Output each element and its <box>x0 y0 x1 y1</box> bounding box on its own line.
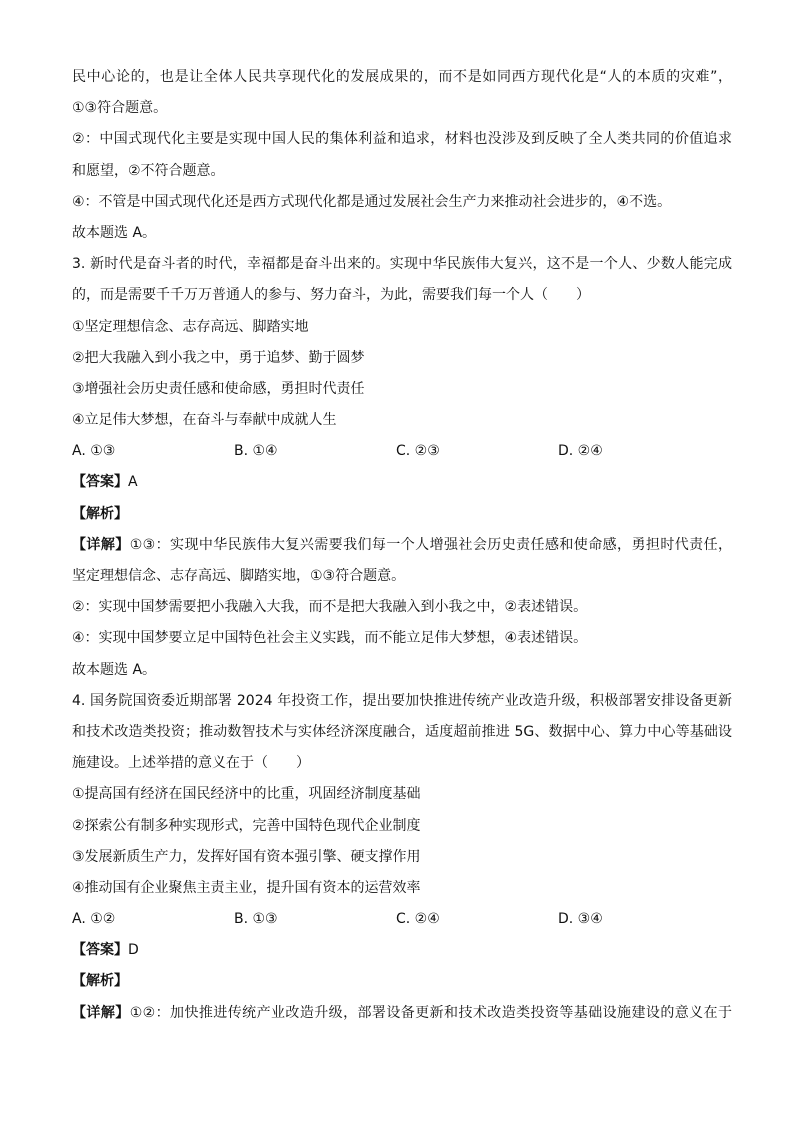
text-line: 故本题选 A。 <box>72 224 157 241</box>
detail-text: ①②：加快推进传统产业改造升级，部署设备更新和技术改造类投资等基础设施建设的意义在于 <box>129 1004 732 1021</box>
option-d: D. ③④ <box>558 911 603 928</box>
question-3-stem: 的，而是需要千千万万普通人的参与、努力奋斗，为此，需要我们每一个人（ ） <box>72 287 590 304</box>
question-3-analysis <box>72 499 732 530</box>
question-4-options <box>72 904 732 935</box>
option-b: B. ①③ <box>234 911 278 928</box>
option-a: A. ①② <box>72 911 116 928</box>
analysis-label: 【解析】 <box>72 973 128 990</box>
option-c: C. ②④ <box>396 911 440 928</box>
question-3-stem: 3. 新时代是奋斗者的时代，幸福都是奋斗出来的。实现中华民族伟大复兴，这不是一个人、少数人能完成 <box>72 256 732 273</box>
question-4-stem: 4. 国务院国资委近期部署 2024 年投资工作，提出要加快推进传统产业改造升级，积极部署安排设备更新 <box>72 692 732 709</box>
question-4-item: ①提高国有经济在国民经济中的比重，巩固经济制度基础 <box>72 786 421 803</box>
text-line: ②：中国式现代化主要是实现中国人民的集体利益和追求，材料也没涉及到反映了全人类共同的价值追求 <box>72 131 732 148</box>
question-3-item: ④立足伟大梦想，在奋斗与奉献中成就人生 <box>72 412 337 429</box>
text-line: 和愿望，②不符合题意。 <box>72 162 225 179</box>
text-line: 民中心论的，也是让全体人民共享现代化的发展成果的，而不是如同西方现代化是“人的本质的灾难”， <box>72 69 732 85</box>
question-3-item: ①坚定理想信念、志存高远、脚踏实地 <box>72 318 309 335</box>
text-line: ①③符合题意。 <box>72 100 168 117</box>
option-a: A. ①③ <box>72 443 116 460</box>
question-4-item: ③发展新质生产力，发挥好国有资本强引擎、硬支撑作用 <box>72 848 421 865</box>
option-c: C. ②③ <box>396 443 440 460</box>
answer-label: 【答案】 <box>72 942 128 959</box>
question-4-analysis <box>72 966 732 997</box>
option-d: D. ②④ <box>558 443 603 460</box>
detail-label: 【详解】 <box>72 536 130 553</box>
question-3-detail <box>72 530 732 561</box>
question-3-conclusion: 故本题选 A。 <box>72 661 157 678</box>
analysis-label: 【解析】 <box>72 505 128 522</box>
answer-label: 【答案】 <box>72 474 128 491</box>
document-page <box>72 62 732 1029</box>
answer-value: A <box>128 474 138 491</box>
question-3-detail: ②：实现中国梦需要把小我融入大我，而不是把大我融入到小我之中，②表述错误。 <box>72 599 588 616</box>
text-line: ④：不管是中国式现代化还是西方式现代化都是通过发展社会生产力来推动社会进步的，④不选。 <box>72 193 672 210</box>
question-4-item: ②探索公有制多种实现形式，完善中国特色现代企业制度 <box>72 817 421 834</box>
question-4-stem: 和技术改造类投资；推动数智技术与实体经济深度融合，适度超前推进 5G、数据中心、算力中心等基础设 <box>72 723 732 740</box>
question-3-answer <box>72 467 732 498</box>
question-3-detail: ④：实现中国梦要立足中国特色社会主义实践，而不能立足伟大梦想，④表述错误。 <box>72 630 588 647</box>
detail-label: 【详解】 <box>72 1004 130 1021</box>
question-4-detail <box>72 998 732 1029</box>
question-3-detail: 坚定理想信念、志存高远、脚踏实地，①③符合题意。 <box>72 568 406 584</box>
question-4-stem: 施建设。上述举措的意义在于（ ） <box>72 755 310 772</box>
question-4-answer <box>72 935 732 966</box>
question-3-item: ②把大我融入到小我之中，勇于追梦、勤于圆梦 <box>72 349 365 366</box>
question-3-options <box>72 436 732 467</box>
option-b: B. ①④ <box>234 443 278 460</box>
question-4-item: ④推动国有企业聚焦主责主业，提升国有资本的运营效率 <box>72 879 421 896</box>
detail-text: ①③：实现中华民族伟大复兴需要我们每一个人增强社会历史责任感和使命感，勇担时代责任， <box>129 536 732 553</box>
answer-value: D <box>128 942 139 959</box>
question-3-item: ③增强社会历史责任感和使命感，勇担时代责任 <box>72 380 365 397</box>
